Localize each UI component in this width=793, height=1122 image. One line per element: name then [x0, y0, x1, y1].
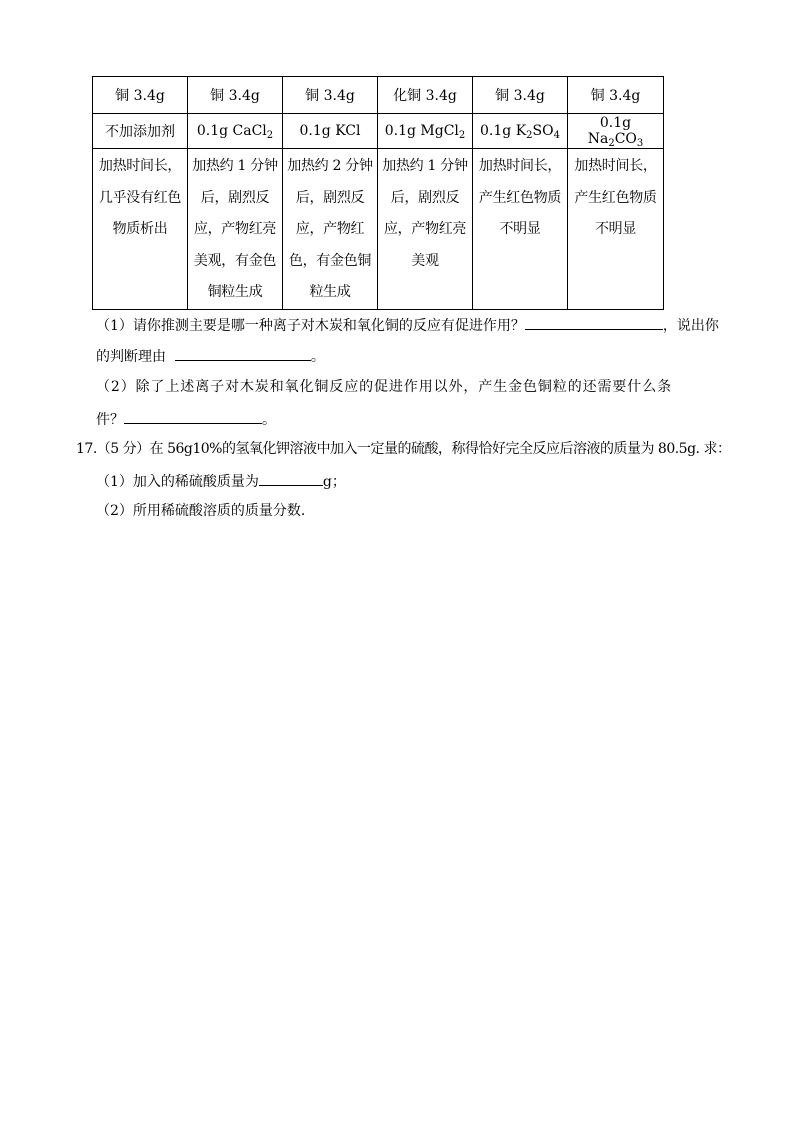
table-cell [378, 114, 473, 149]
question-17-part-1 [96, 470, 346, 492]
additive-formula: 0.1g MgCl [384, 123, 459, 139]
question-1-line-1 [96, 314, 719, 336]
table-cell [188, 114, 283, 149]
table-cell: 铜 3.4g [188, 77, 283, 114]
question-17-stem [76, 439, 730, 459]
table-cell: 化铜 3.4g [378, 77, 473, 114]
additive-formula: 0.1g KCl [299, 123, 361, 139]
table-cell: 加热约 1 分钟后，剧烈反应，产物红亮美观，有金色铜粒生成 [188, 149, 283, 310]
question-text: 的判断理由 [96, 349, 166, 365]
formula-subscript: 2 [608, 138, 615, 149]
table-cell: 加热约 2 分钟后，剧烈反应，产物红色，有金色铜粒生成 [283, 149, 378, 310]
table-cell: 加热时间长，几乎没有红色物质析出 [93, 149, 188, 310]
table-cell: 铜 3.4g [568, 77, 664, 114]
additive-formula: 0.1g CaCl [196, 123, 267, 139]
table-cell [283, 114, 378, 149]
table-cell [473, 114, 568, 149]
formula-subscript: 2 [458, 130, 466, 141]
answer-blank[interactable] [525, 314, 663, 330]
question-text: （1）加入的稀硫酸质量为 [96, 474, 259, 490]
question-text: ，说出你 [662, 318, 719, 334]
experiment-table [92, 76, 664, 310]
table-cell: 加热时间长，产生红色物质不明显 [473, 149, 568, 310]
formula-subscript: 2 [526, 130, 533, 141]
answer-blank[interactable] [175, 345, 311, 361]
answer-blank[interactable] [124, 408, 262, 424]
additive-formula: 0.1g K [480, 123, 527, 139]
question-text: （2）所用稀硫酸溶质的质量分数. [96, 503, 306, 519]
question-text: （2）除了上述离子对木炭和氧化铜反应的促进作用以外，产生金色铜粒的还需要什么条 [96, 379, 673, 395]
question-text: 。 [310, 349, 325, 365]
question-17-part-2 [96, 501, 305, 521]
additive-formula: CO [614, 131, 637, 147]
table-cell: 加热时间长，产生红色物质不明显 [568, 149, 664, 310]
additive-formula: 0.1g Na [587, 115, 632, 147]
table-cell: 铜 3.4g [93, 77, 188, 114]
formula-subscript: 2 [266, 130, 274, 141]
formula-subscript: 4 [553, 130, 560, 141]
question-text: 。 [262, 412, 276, 428]
additive-formula: SO [532, 123, 554, 139]
question-text: （1）请你推测主要是哪一种离子对木炭和氧化铜的反应有促进作用？ [96, 318, 525, 334]
question-text: g； [322, 474, 346, 490]
question-2-line-2 [96, 408, 276, 430]
question-1-line-2 [96, 345, 325, 367]
table-cell: 加热约 1 分钟后，剧烈反应，产物红亮美观 [378, 149, 473, 310]
table-cell: 不加添加剂 [93, 114, 188, 149]
question-text: 件？ [96, 412, 124, 428]
question-text: 17.（5 分）在 56g10%的氢氧化钾溶液中加入一定量的硫酸，称得恰好完全反应后溶液的质量为 80.5g. 求： [76, 441, 731, 457]
answer-blank[interactable] [259, 470, 323, 486]
table-cell: 铜 3.4g [473, 77, 568, 114]
formula-subscript: 3 [636, 138, 644, 149]
question-2-line-1 [96, 377, 672, 397]
table-row-sample [93, 77, 664, 114]
table-cell: 铜 3.4g [283, 77, 378, 114]
table-cell [568, 114, 664, 149]
table-row-additive [93, 114, 664, 149]
table-row-observation [93, 149, 664, 310]
